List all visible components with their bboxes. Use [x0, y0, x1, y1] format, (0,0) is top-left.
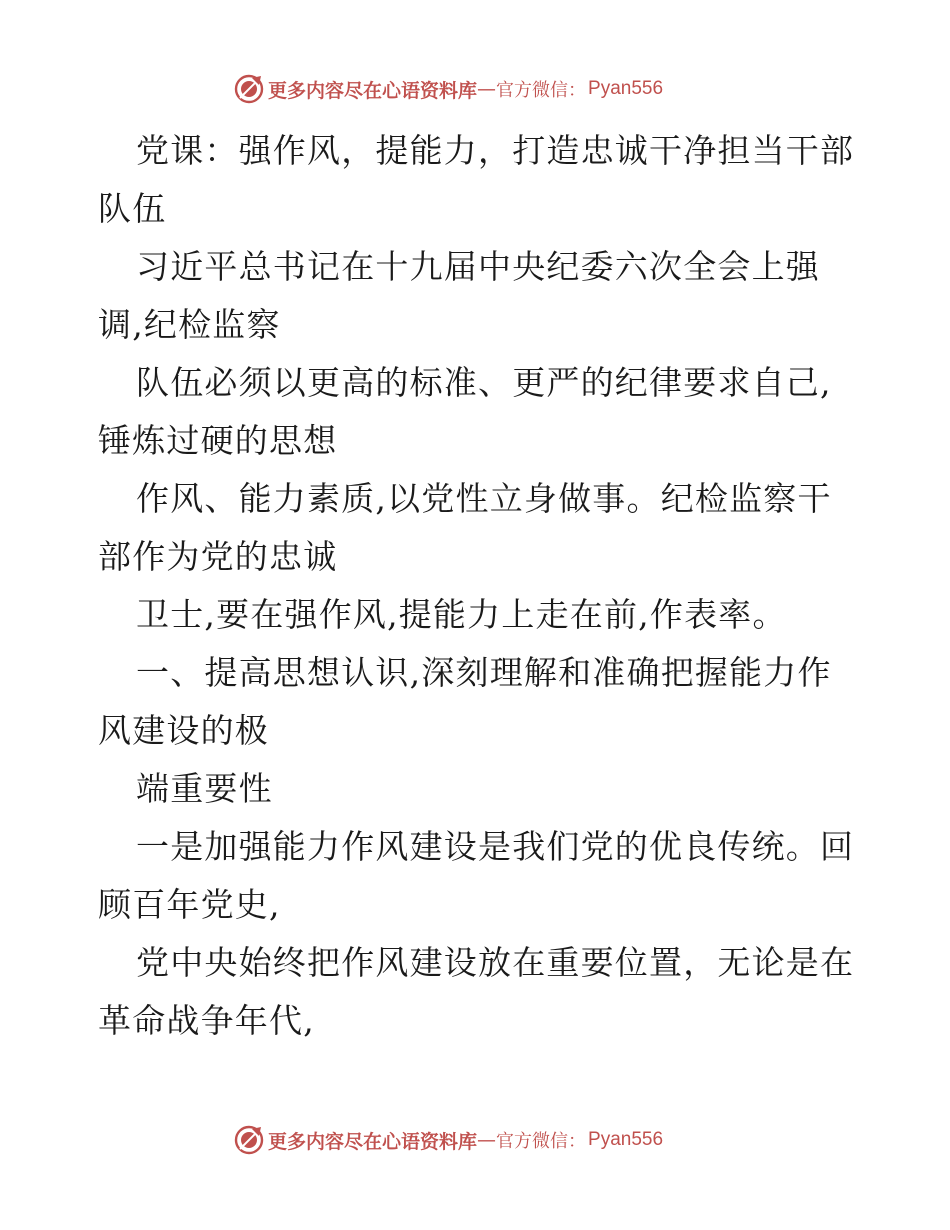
document-body — [98, 122, 858, 1050]
paragraph: 党中央始终把作风建设放在重要位置，无论是在革命战争年代, — [98, 943, 855, 1040]
paragraph: 习近平总书记在十九届中央纪委六次全会上强调,纪检监察 — [98, 247, 820, 344]
watermark-wechat-id: Pyan556 — [588, 1129, 664, 1150]
section-heading-continued: 端重要性 — [136, 769, 273, 808]
watermark-dash: — — [477, 1129, 497, 1151]
watermark-official-label: 官方微信： — [496, 80, 587, 101]
watermark-wechat-id: Pyan556 — [588, 78, 664, 99]
paragraph: 一是加强能力作风建设是我们党的优良传统。回顾百年党史, — [98, 827, 855, 924]
quill-logo-icon — [234, 74, 264, 104]
paragraph: 队伍必须以更高的标准、更严的纪律要求自己,锤炼过硬的思想 — [98, 363, 832, 460]
header-watermark — [234, 72, 663, 106]
document-title: 党课：强作风，提能力，打造忠诚干净担当干部队伍 — [98, 131, 855, 228]
watermark-brand: 更多内容尽在心语资料库 — [268, 1130, 478, 1153]
footer-watermark — [234, 1123, 663, 1157]
paragraph: 卫士,要在强作风,提能力上走在前,作表率。 — [136, 595, 787, 634]
watermark-dash: — — [477, 78, 497, 100]
section-heading: 一、提高思想认识,深刻理解和准确把握能力作风建设的极 — [98, 653, 832, 750]
paragraph: 作风、能力素质,以党性立身做事。纪检监察干部作为党的忠诚 — [98, 479, 832, 576]
watermark-official-label: 官方微信： — [496, 1131, 587, 1152]
quill-logo-icon — [234, 1125, 264, 1155]
watermark-brand: 更多内容尽在心语资料库 — [268, 79, 478, 102]
